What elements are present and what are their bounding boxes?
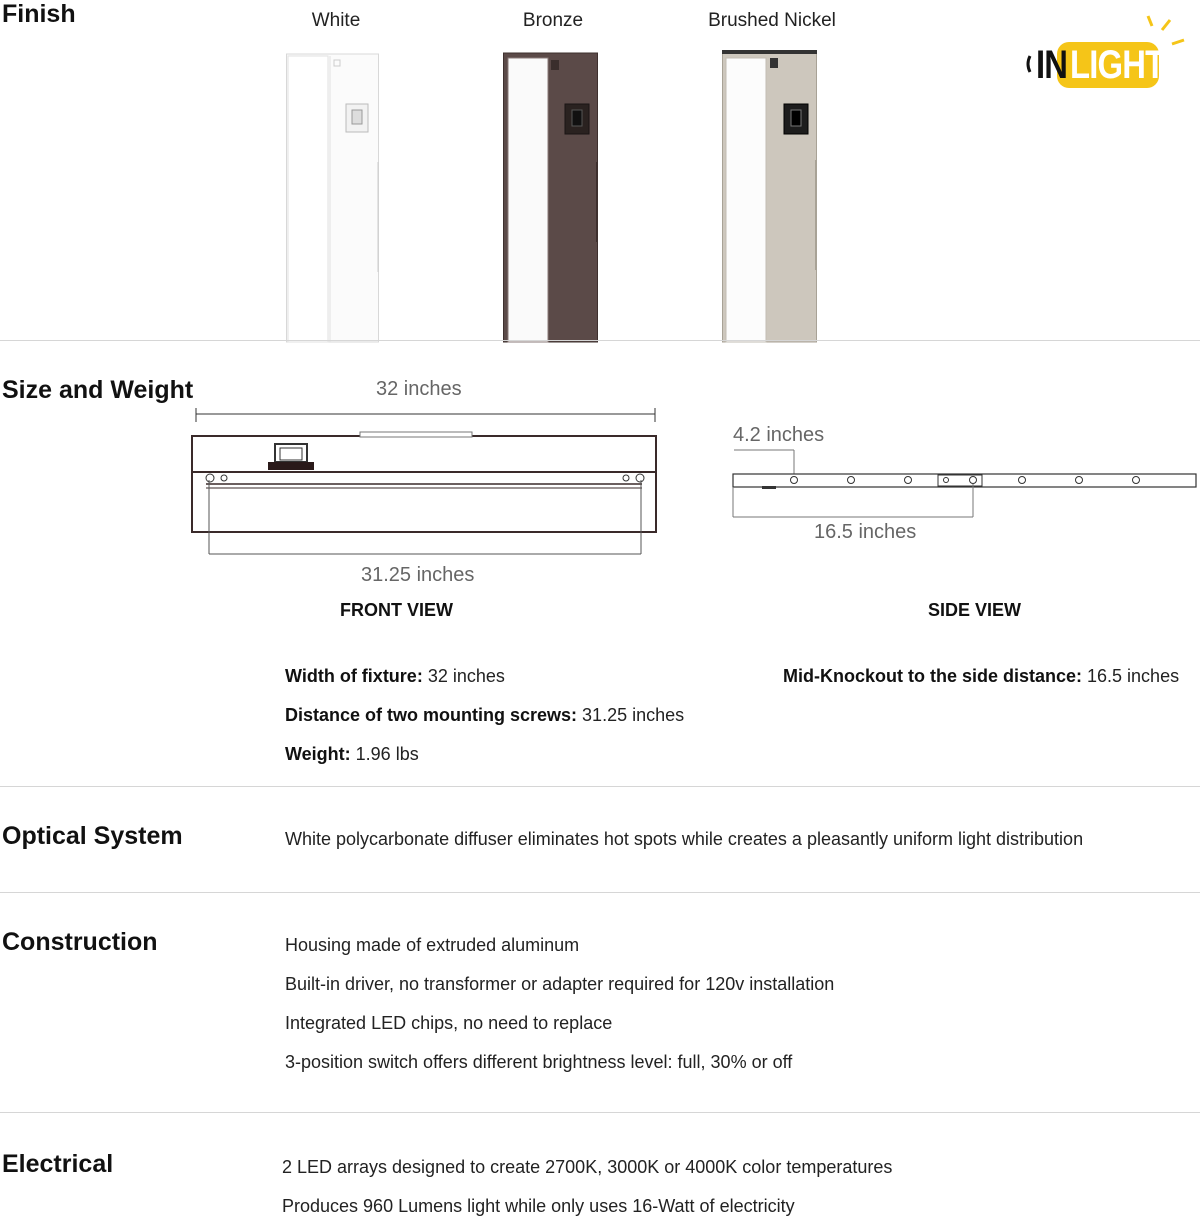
construction-line: Integrated LED chips, no need to replace (285, 1013, 613, 1033)
divider-4 (0, 1112, 1200, 1113)
spec-width (285, 666, 505, 687)
spec-mid-knockout-key: Mid-Knockout to the side distance: (783, 666, 1083, 686)
divider-1 (0, 340, 1200, 341)
inlight-logo (1024, 12, 1200, 102)
electrical-line: 2 LED arrays designed to create 2700K, 3000K or 4000K color temperatures (282, 1157, 893, 1177)
size-weight-title: Size and Weight (2, 376, 194, 404)
construction-line: Housing made of extruded aluminum (285, 935, 580, 955)
fixture-bronze-image (503, 52, 599, 342)
spec-mid-knockout (783, 666, 1179, 687)
construction-title: Construction (2, 928, 158, 956)
spec-screws-value: 31.25 inches (577, 705, 685, 725)
construction-line: 3-position switch offers different brightness level: full, 30% or off (285, 1052, 793, 1072)
spec-weight-key: Weight: (285, 744, 351, 764)
front-view-drawing (190, 408, 660, 558)
optical-title: Optical System (2, 822, 183, 850)
finish-label-bronze: Bronze (522, 10, 584, 31)
finish-label-white: White (311, 10, 361, 31)
divider-3 (0, 892, 1200, 893)
construction-line: Built-in driver, no transformer or adapter required for 120v installation (285, 974, 835, 994)
front-view-label: FRONT VIEW (340, 600, 453, 620)
spec-weight (285, 744, 419, 765)
spec-mid-knockout-value: 16.5 inches (1082, 666, 1180, 686)
spec-weight-value: 1.96 lbs (350, 744, 419, 764)
side-knockout-label: 4.2 inches (733, 424, 825, 446)
finish-title: Finish (2, 0, 76, 28)
fixture-white-image (286, 52, 380, 342)
divider-2 (0, 786, 1200, 787)
electrical-line: Produces 960 Lumens light while only uses 16-Watt of electricity (282, 1196, 795, 1216)
spec-width-key: Width of fixture: (285, 666, 423, 686)
front-screws-label: 31.25 inches (361, 564, 475, 586)
electrical-title: Electrical (2, 1150, 114, 1178)
finish-label-brushed-nickel: Brushed Nickel (708, 10, 836, 31)
front-width-label: 32 inches (376, 378, 462, 400)
logo-text-light: LIGHT (1070, 43, 1165, 87)
spec-width-value: 32 inches (422, 666, 505, 686)
spec-screws (285, 705, 684, 726)
spec-screws-key: Distance of two mounting screws: (285, 705, 578, 725)
logo-text-in: IN (1036, 43, 1068, 87)
side-view-label: SIDE VIEW (928, 600, 1022, 620)
side-mid-label: 16.5 inches (814, 521, 917, 543)
optical-text: White polycarbonate diffuser eliminates hot spots while creates a pleasantly uniform light distribution (285, 829, 1084, 849)
fixture-brushed-nickel-image (722, 50, 818, 342)
side-view-drawing (728, 446, 1200, 520)
